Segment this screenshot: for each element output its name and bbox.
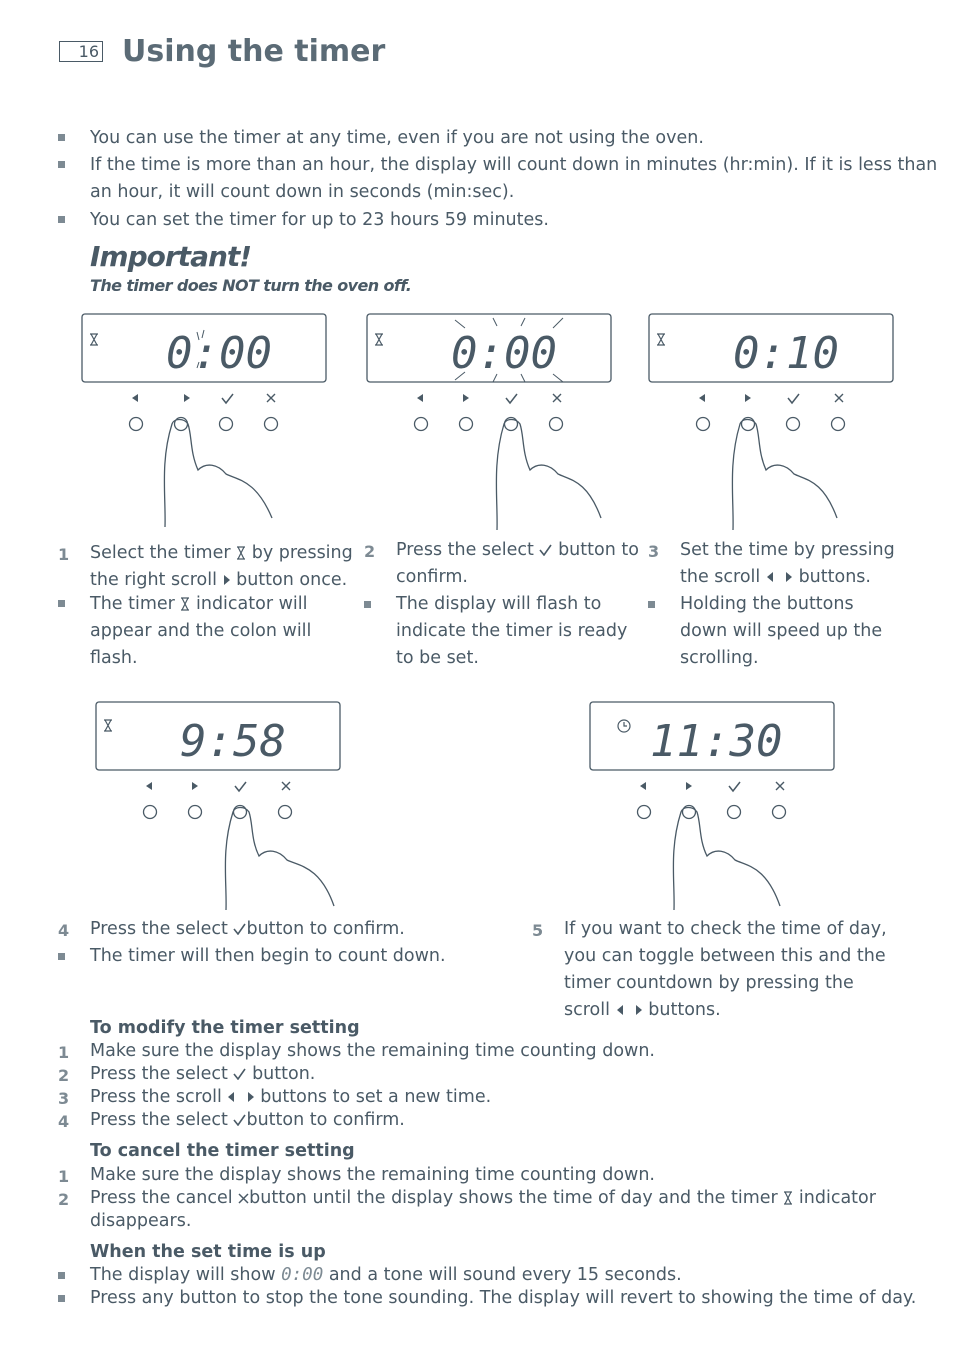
select-button <box>220 418 233 431</box>
cancel-item-1: Make sure the display shows the remaining time counting down. <box>90 1165 655 1185</box>
modify-item-1: Make sure the display shows the remaining time counting down. <box>90 1041 655 1061</box>
cross-icon <box>238 1193 249 1204</box>
hourglass-icon <box>375 334 383 345</box>
cross-icon <box>835 394 843 402</box>
right-arrow-icon <box>785 572 793 582</box>
select-button <box>787 418 800 431</box>
bullet <box>58 953 65 960</box>
step-2-line-3: The display will flash to <box>396 594 602 614</box>
timer-diagram-1 <box>80 312 330 532</box>
timer-diagram-4 <box>94 700 344 910</box>
check-icon <box>539 544 552 556</box>
cancel-item-2-cont: disappears. <box>90 1211 192 1231</box>
list-number: 1 <box>58 1043 70 1062</box>
bullet <box>58 216 65 223</box>
bullet <box>58 1272 65 1279</box>
cancel-button <box>832 418 845 431</box>
finger-drawing <box>164 420 272 528</box>
step-4-line-1: Press the select button to confirm. <box>90 919 405 939</box>
step-4-line-2: The timer will then begin to count down. <box>90 946 446 966</box>
scroll-right-button <box>460 418 473 431</box>
scroll-left-button <box>144 806 157 819</box>
scroll-left-button <box>697 418 710 431</box>
display-digits: 0:10 <box>733 328 839 379</box>
timer-diagram-2 <box>365 312 615 532</box>
timer-diagram-3 <box>647 312 897 532</box>
timer-diagram-5 <box>588 700 838 910</box>
bullet <box>58 134 65 141</box>
intro-line-3: an hour, it will count down in seconds (min:sec). <box>90 182 515 202</box>
display-digits: 11:30 <box>650 716 783 767</box>
bullet <box>58 600 65 607</box>
cross-icon <box>776 782 784 790</box>
step-3-line-3: Holding the buttons <box>680 594 854 614</box>
step-2-line-2: confirm. <box>396 567 468 587</box>
step-1-line-2: the right scroll button once. <box>90 570 348 590</box>
left-arrow-icon <box>640 782 646 790</box>
check-icon <box>729 782 740 791</box>
right-arrow-icon <box>686 782 692 790</box>
cancel-button <box>279 806 292 819</box>
finger-drawing <box>496 420 601 531</box>
step-number: 5 <box>532 921 544 940</box>
step-5-line-4: scroll buttons. <box>564 1000 721 1020</box>
finger-drawing <box>673 808 780 911</box>
cancel-heading: To cancel the timer setting <box>90 1141 355 1161</box>
check-icon <box>233 1114 246 1126</box>
step-5-line-2: you can toggle between this and the <box>564 946 886 966</box>
bullet <box>58 1295 65 1302</box>
hourglass-icon <box>90 334 98 345</box>
bullet <box>364 601 371 608</box>
mini-display: 0:00 <box>281 1265 324 1285</box>
step-1-line-5: flash. <box>90 648 138 668</box>
step-number: 3 <box>648 542 660 561</box>
list-number: 2 <box>58 1190 70 1209</box>
hourglass-icon <box>180 597 190 611</box>
list-number: 1 <box>58 1167 70 1186</box>
button-symbols <box>132 394 275 403</box>
step-3-line-5: scrolling. <box>680 648 759 668</box>
step-1-line-4: appear and the colon will <box>90 621 312 641</box>
step-1-line-1: Select the timer by pressing <box>90 543 353 563</box>
step-number: 2 <box>364 542 376 561</box>
left-arrow-icon <box>766 572 774 582</box>
right-arrow-icon <box>192 782 198 790</box>
hourglass-icon <box>783 1191 793 1205</box>
step-number: 4 <box>58 921 70 940</box>
step-1-line-3: The timer indicator will <box>90 594 308 614</box>
right-arrow-icon <box>223 575 231 585</box>
modify-heading: To modify the timer setting <box>90 1018 360 1038</box>
hourglass-icon <box>104 720 112 731</box>
left-arrow-icon <box>227 1092 235 1102</box>
display-digits: 0:00 <box>166 328 272 379</box>
bullet <box>648 601 655 608</box>
intro-line-4: You can set the timer for up to 23 hours 59 minutes. <box>90 210 549 230</box>
cancel-button <box>550 418 563 431</box>
scroll-left-button <box>130 418 143 431</box>
right-arrow-icon <box>635 1005 643 1015</box>
display-digits: 9:58 <box>180 716 286 767</box>
page-title: Using the timer <box>122 34 386 69</box>
scroll-right-button <box>189 806 202 819</box>
step-3-line-4: down will speed up the <box>680 621 883 641</box>
important-heading: Important! <box>90 240 252 273</box>
finger-drawing <box>732 420 837 531</box>
step-2-line-4: indicate the timer is ready <box>396 621 628 641</box>
left-arrow-icon <box>616 1005 624 1015</box>
right-arrow-icon <box>247 1092 255 1102</box>
display-digits: 0:00 <box>451 328 557 379</box>
left-arrow-icon <box>699 394 705 402</box>
cancel-button <box>265 418 278 431</box>
hourglass-icon <box>236 546 246 560</box>
cross-icon <box>267 394 275 402</box>
time-up-heading: When the set time is up <box>90 1242 326 1262</box>
intro-line-2: If the time is more than an hour, the display will count down in minutes (hr:min). If it is less than <box>90 155 938 175</box>
step-number: 1 <box>58 545 70 564</box>
right-arrow-icon <box>184 394 190 402</box>
check-icon <box>235 782 246 791</box>
important-note: The timer does NOT turn the oven off. <box>90 276 412 295</box>
scroll-left-button <box>638 806 651 819</box>
check-icon <box>233 923 246 935</box>
scroll-left-button <box>415 418 428 431</box>
step-2-line-1: Press the select button to <box>396 540 639 560</box>
check-icon <box>788 394 799 403</box>
right-arrow-icon <box>745 394 751 402</box>
check-icon <box>506 394 517 403</box>
bullet <box>58 161 65 168</box>
time-up-item-1: The display will show 0:00 and a tone will sound every 15 seconds. <box>90 1265 682 1285</box>
left-arrow-icon <box>132 394 138 402</box>
cross-icon <box>553 394 561 402</box>
modify-item-4: Press the select button to confirm. <box>90 1110 405 1130</box>
cross-icon <box>282 782 290 790</box>
step-3-line-2: the scroll buttons. <box>680 567 871 587</box>
modify-item-2: Press the select button. <box>90 1064 316 1084</box>
modify-item-3: Press the scroll buttons to set a new time. <box>90 1087 492 1107</box>
cancel-item-2: Press the cancel button until the display shows the time of day and the timer indicator <box>90 1188 876 1208</box>
intro-line-1: You can use the timer at any time, even if you are not using the oven. <box>90 128 704 148</box>
list-number: 4 <box>58 1112 70 1131</box>
list-number: 2 <box>58 1066 70 1085</box>
step-2-line-5: to be set. <box>396 648 479 668</box>
step-5-line-1: If you want to check the time of day, <box>564 919 887 939</box>
step-5-line-3: timer countdown by pressing the <box>564 973 854 993</box>
hourglass-icon <box>657 334 665 345</box>
step-3-line-1: Set the time by pressing <box>680 540 895 560</box>
finger-drawing <box>225 808 334 911</box>
cancel-button <box>773 806 786 819</box>
time-up-item-2: Press any button to stop the tone sounding. The display will revert to showing the time of day. <box>90 1288 917 1308</box>
list-number: 3 <box>58 1089 70 1108</box>
check-icon <box>233 1068 246 1080</box>
left-arrow-icon <box>146 782 152 790</box>
left-arrow-icon <box>417 394 423 402</box>
page-number: 16 <box>59 41 103 62</box>
right-arrow-icon <box>463 394 469 402</box>
clock-icon <box>618 720 630 732</box>
select-button <box>728 806 741 819</box>
check-icon <box>222 394 233 403</box>
